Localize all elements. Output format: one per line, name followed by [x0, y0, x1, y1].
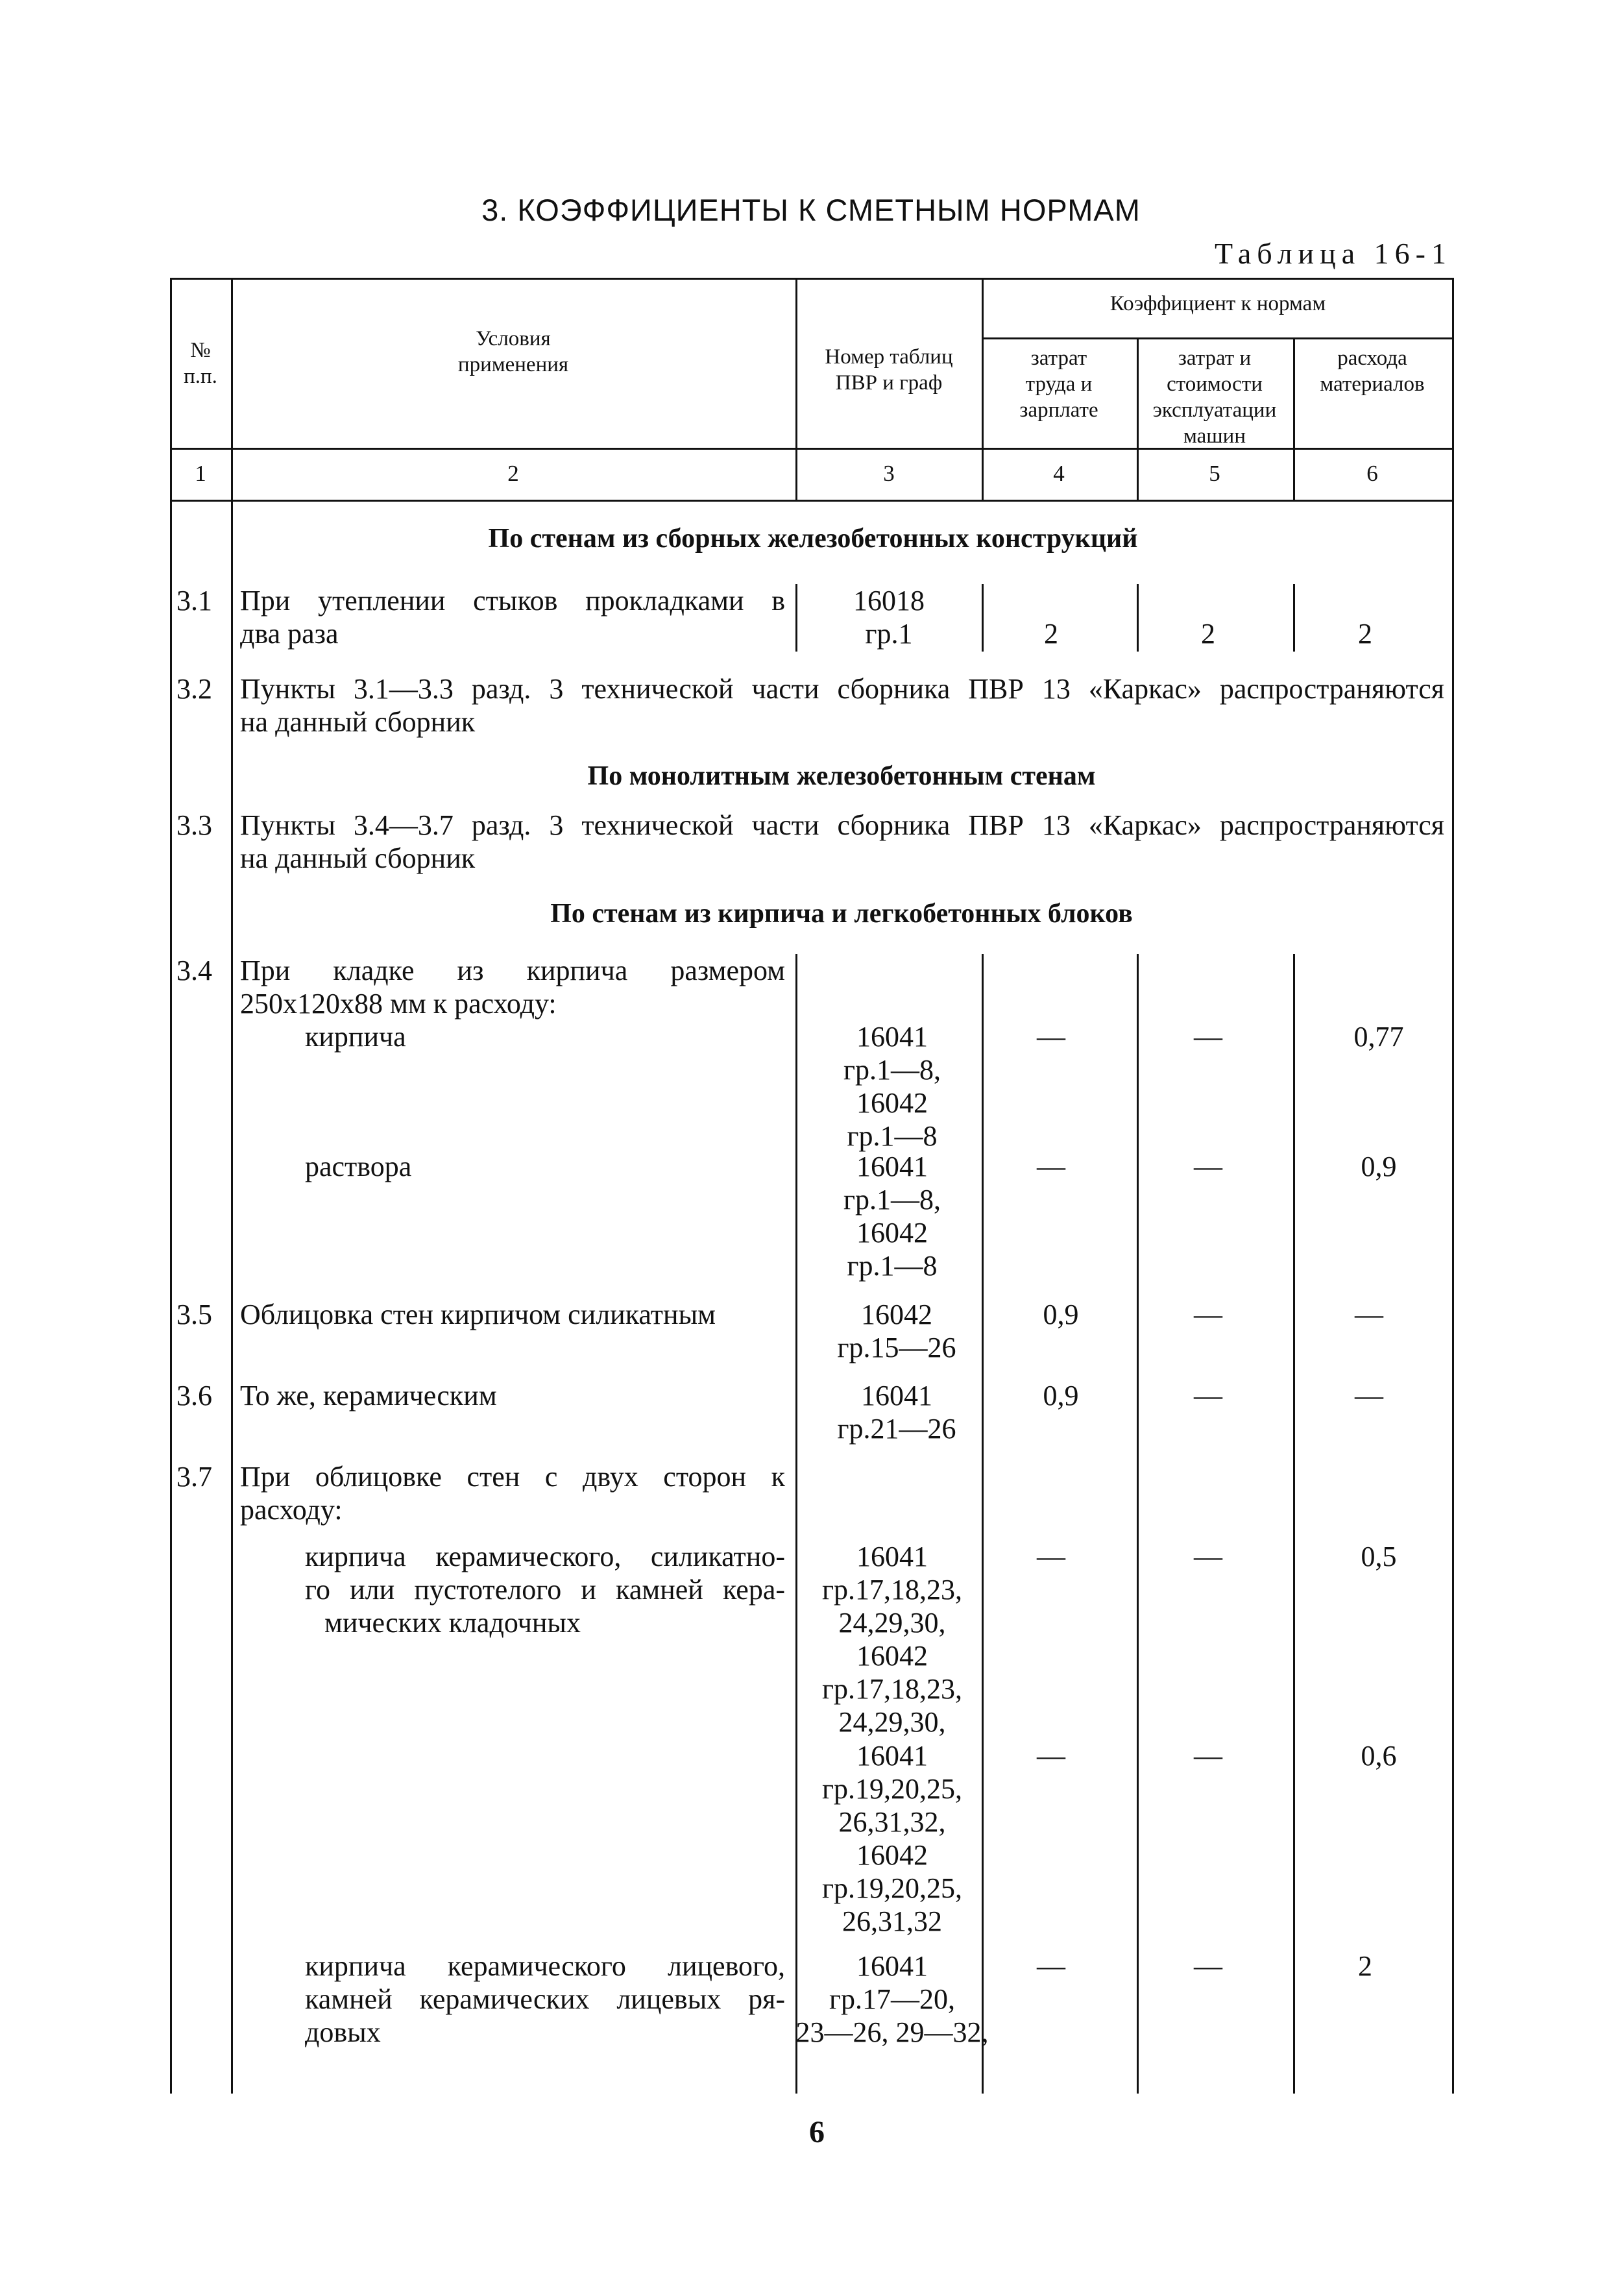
header-col-no: № п.п. — [184, 339, 217, 388]
coef-labor: — — [1037, 1740, 1065, 1772]
header-col-materials: расхода материалов — [1320, 347, 1425, 396]
coef-machines: — — [1194, 1950, 1222, 1982]
row-condition: При облицовке стен с двух сторон к — [240, 1461, 785, 1493]
row-number: 3.6 — [176, 1380, 212, 1411]
coef-materials: — — [1355, 1380, 1383, 1411]
column-number: 3 — [883, 461, 895, 486]
coef-machines: 2 — [1201, 618, 1215, 650]
coef-materials: — — [1355, 1299, 1383, 1330]
table-label: Таблица 16-1 — [1214, 237, 1452, 270]
row-subitem: го или пустотелого и камней кера- — [305, 1574, 785, 1606]
coef-materials: 0,77 — [1353, 1021, 1404, 1053]
header-col-table-ref: Номер таблиц ПВР и граф — [825, 345, 953, 395]
row-number: 3.4 — [176, 955, 212, 986]
row-subitem: раствора — [305, 1151, 412, 1182]
coef-materials: 0,5 — [1361, 1541, 1397, 1572]
section-heading: По стенам из кирпича и легкобетонных блоков — [550, 899, 1133, 929]
header-col-labor: затрат труда и зарплате — [1019, 347, 1098, 422]
row-condition: То же, керамическим — [240, 1380, 497, 1411]
row-number: 3.2 — [176, 673, 212, 705]
column-number: 1 — [195, 461, 206, 486]
coef-labor: — — [1037, 1541, 1065, 1572]
row-subitem: камней керамических лицевых ря- — [305, 1983, 785, 2015]
row-condition: При кладке из кирпича размером — [240, 955, 785, 986]
row-table-ref: 16041 гр.1—8, 16042 гр.1—8 — [843, 1021, 941, 1152]
coef-machines: — — [1194, 1151, 1222, 1182]
page-number: 6 — [809, 2115, 825, 2149]
column-number: 5 — [1209, 461, 1220, 486]
row-table-ref: 16041 гр.1—8, 16042 гр.1—8 — [843, 1151, 941, 1282]
coef-labor: 0,9 — [1043, 1380, 1079, 1411]
row-table-ref: 16042 гр.15—26 — [837, 1299, 956, 1363]
column-number: 6 — [1366, 461, 1378, 486]
row-subitem: довых — [305, 2016, 381, 2048]
coef-machines: — — [1194, 1541, 1222, 1572]
coef-machines: — — [1194, 1740, 1222, 1772]
row-number: 3.5 — [176, 1299, 212, 1330]
coef-labor: — — [1037, 1021, 1065, 1053]
row-table-ref: 16041 гр.21—26 — [837, 1380, 956, 1445]
row-subitem: кирпича керамического, силикатно- — [305, 1541, 785, 1572]
section-heading: По стенам из сборных железобетонных конструкций — [488, 524, 1138, 554]
coef-machines: — — [1194, 1299, 1222, 1330]
header-col-conditions: Условия применения — [457, 327, 569, 376]
coef-materials: 2 — [1358, 618, 1372, 650]
header-col-machines: затрат и стоимости эксплуатации машин — [1152, 347, 1277, 448]
column-number: 4 — [1053, 461, 1065, 486]
row-condition: При утеплении стыков прокладками в — [240, 585, 785, 617]
page-title: 3. КОЭФФИЦИЕНТЫ К СМЕТНЫМ НОРМАМ — [481, 193, 1141, 227]
coef-labor: — — [1037, 1950, 1065, 1982]
row-subitem: мических кладочных — [324, 1607, 581, 1639]
row-table-ref: 16018 гр.1 — [853, 585, 925, 650]
row-table-ref: 16041 гр.19,20,25, 26,31,32, 16042 гр.19,20,25, 26,31,32 — [821, 1740, 963, 1937]
row-subitem: кирпича керамического лицевого, — [305, 1950, 785, 1982]
section-heading: По монолитным железобетонным стенам — [587, 761, 1096, 791]
row-number: 3.1 — [176, 585, 212, 617]
row-condition: два раза — [240, 618, 339, 650]
row-condition: на данный сборник — [240, 842, 476, 874]
row-table-ref: 16041 гр.17—20, 23—26, 29—32, — [795, 1950, 989, 2048]
header-coef-group: Коэффициент к нормам — [1109, 292, 1326, 315]
row-condition: расходу: — [240, 1494, 343, 1526]
coef-machines: — — [1194, 1021, 1222, 1053]
coef-labor: — — [1037, 1151, 1065, 1182]
row-condition: Облицовка стен кирпичом силикатным — [240, 1299, 716, 1330]
row-condition: 250x120x88 мм к расходу: — [240, 988, 557, 1020]
row-condition: Пункты 3.4—3.7 разд. 3 технической части сборника ПВР 13 «Каркас» распространяются — [240, 809, 1444, 841]
row-condition: на данный сборник — [240, 706, 476, 738]
coef-materials: 0,6 — [1361, 1740, 1397, 1772]
coef-materials: 2 — [1358, 1950, 1372, 1982]
row-number: 3.7 — [176, 1461, 212, 1493]
row-number: 3.3 — [176, 809, 212, 841]
row-subitem: кирпича — [305, 1021, 406, 1053]
coef-labor: 0,9 — [1043, 1299, 1079, 1330]
coef-materials: 0,9 — [1361, 1151, 1397, 1182]
row-table-ref: 16041 гр.17,18,23, 24,29,30, 16042 гр.17,18,23, 24,29,30, — [821, 1541, 963, 1738]
column-number: 2 — [507, 461, 519, 486]
coef-machines: — — [1194, 1380, 1222, 1411]
row-condition: Пункты 3.1—3.3 разд. 3 технической части сборника ПВР 13 «Каркас» распространяются — [240, 673, 1444, 705]
coef-labor: 2 — [1044, 618, 1058, 650]
